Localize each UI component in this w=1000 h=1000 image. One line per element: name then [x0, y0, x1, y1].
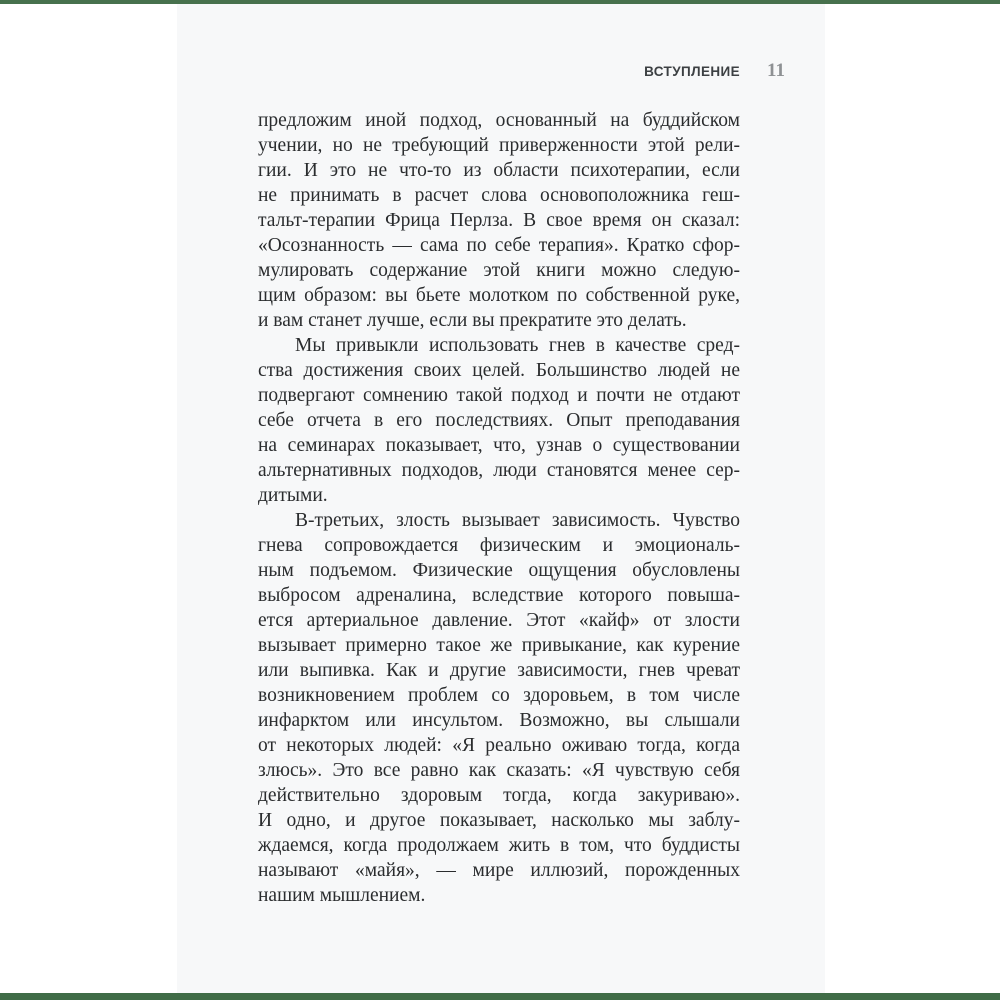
text-line: ется артериальное давление. Этот «кайф» от злости: [258, 610, 740, 631]
text-line: вызывает примерно такое же привыкание, как курение: [258, 635, 740, 656]
text-line: Мы привыкли использовать гнев в качестве сред-: [295, 335, 740, 356]
text-line: нашим мышлением.: [258, 885, 426, 906]
text-line: не принимать в расчет слова основоположника геш-: [258, 185, 740, 206]
text-line: И одно, и другое показывает, насколько мы заблу-: [258, 810, 740, 831]
page-number: 11: [767, 60, 785, 81]
page-header: [177, 60, 785, 82]
text-block: [258, 108, 740, 908]
text-line: альтернативных подходов, люди становятся менее сер-: [258, 460, 740, 481]
paragraph: [258, 333, 740, 508]
text-line: ства достижения своих целей. Большинство людей не: [258, 360, 740, 381]
book-page: [177, 4, 825, 993]
bottom-accent-bar: [0, 993, 1000, 1000]
text-line: щим образом: вы бьете молотком по собственной руке,: [258, 285, 740, 306]
text-line: предложим иной подход, основанный на буддийском: [258, 110, 740, 131]
text-line: возникновением проблем со здоровьем, в том числе: [258, 685, 740, 706]
text-line: подвергают сомнению такой подход и почти не отдают: [258, 385, 740, 406]
text-line: дитыми.: [258, 485, 328, 506]
text-line: ждаемся, когда продолжаем жить в том, что буддисты: [258, 835, 740, 856]
text-line: «Осознанность — сама по себе терапия». Кратко сфор-: [258, 235, 740, 256]
text-line: ным подъемом. Физические ощущения обусловлены: [258, 560, 740, 581]
text-line: на семинарах показывает, что, узнав о существовании: [258, 435, 740, 456]
text-line: гнева сопровождается физическим и эмоциональ-: [258, 535, 740, 556]
text-line: учении, но не требующий приверженности этой рели-: [258, 135, 740, 156]
text-line: называют «майя», — мире иллюзий, порожденных: [258, 860, 740, 881]
text-line: мулировать содержание этой книги можно следую-: [258, 260, 740, 281]
text-line: выбросом адреналина, вследствие которого повыша-: [258, 585, 740, 606]
section-title: ВСТУПЛЕНИЕ: [644, 64, 741, 79]
text-line: от некоторых людей: «Я реально оживаю тогда, когда: [258, 735, 740, 756]
text-line: и вам станет лучше, если вы прекратите это делать.: [258, 310, 687, 331]
text-line: В-третьих, злость вызывает зависимость. Чувство: [295, 510, 740, 531]
text-line: себе отчета в его последствиях. Опыт преподавания: [258, 410, 740, 431]
text-line: или выпивка. Как и другие зависимости, гнев чреват: [258, 660, 740, 681]
text-line: действительно здоровым тогда, когда закуриваю».: [258, 785, 740, 806]
text-line: тальт-терапии Фрица Перлза. В свое время он сказал:: [258, 210, 740, 231]
paragraph: [258, 508, 740, 908]
paragraph: [258, 108, 740, 333]
text-line: злюсь». Это все равно как сказать: «Я чувствую себя: [258, 760, 740, 781]
text-line: гии. И это не что-то из области психотерапии, если: [258, 160, 740, 181]
text-line: инфарктом или инсультом. Возможно, вы слышали: [258, 710, 740, 731]
